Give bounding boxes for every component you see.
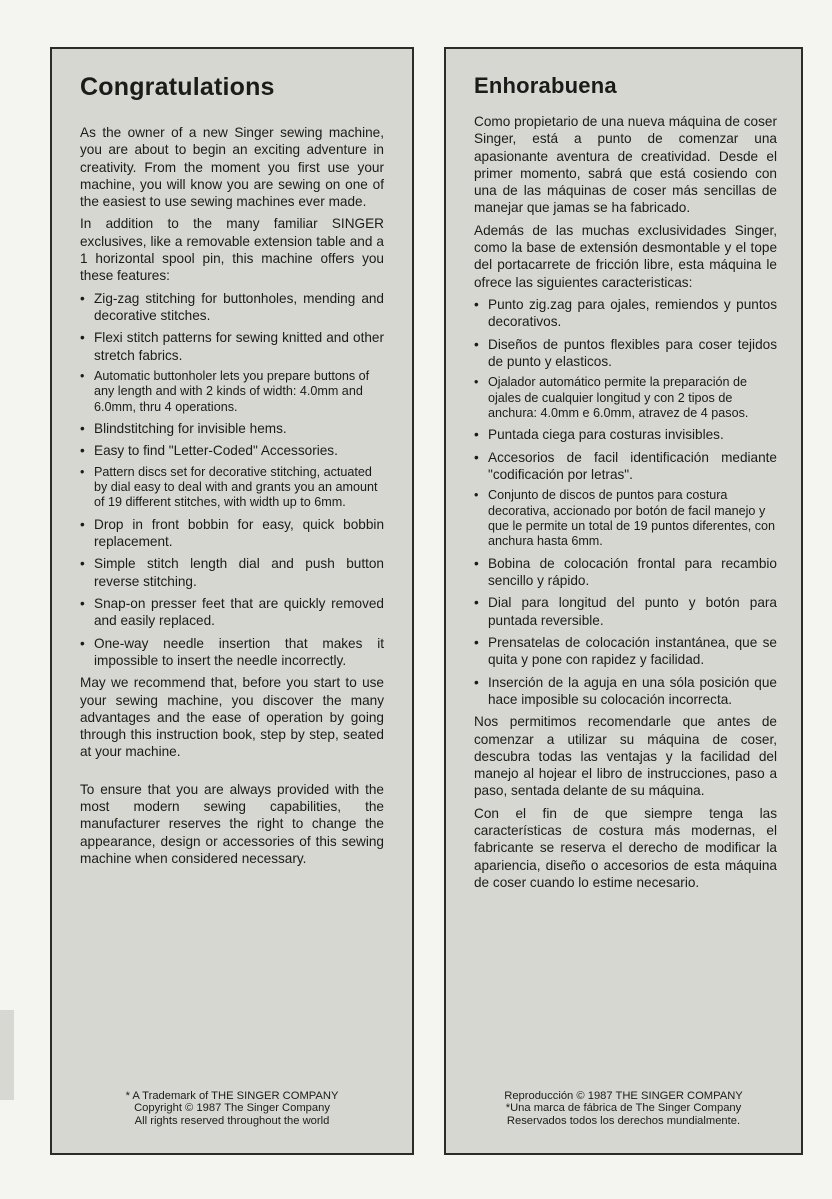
spanish-feature-item: • Ojalador automático permite la preparación de ojales de cualquier longitud y con 2 tipos de anchura: 4.0mm e 6.0mm, atravez de 4 pasos. <box>474 375 777 421</box>
english-features-intro: In addition to the many familiar SINGER exclusives, like a removable extension table and a 1 horizontal spool pin, this machine offers you these features: <box>80 216 384 284</box>
spanish-intro: Como propietario de una nueva máquina de coser Singer, está a punto de comenzar una apasionante aventura de creatividad. Desde el primer momento, sabrá que está cosiendo con una de las máquinas de coser más sencillas de manejar que jamas se ha fabricado. <box>474 114 777 216</box>
english-feature-item: • Blindstitching for invisible hems. <box>80 420 384 437</box>
spanish-feature-item: • Inserción de la aguja en una sóla posición que hace imposible su colocación incorrecta. <box>474 674 777 709</box>
spanish-footer-rights: Reservados todos los derechos mundialmente. <box>506 1114 741 1127</box>
page-edge-shadow <box>0 1010 14 1100</box>
english-feature-item: • Zig-zag stitching for buttonholes, mending and decorative stitches. <box>80 290 384 325</box>
spanish-features-intro: Además de las muchas exclusividades Singer, como la base de extensión desmontable y el tope del portacarrete de fricción libre, esta máquina le ofrece las siguientes caracteristicas: <box>474 222 777 290</box>
english-footer <box>52 1090 412 1128</box>
spanish-recommendation: Nos permitimos recomendarle que antes de comenzar a utilizar su máquina de coser, descubra todas las ventajas y la facilidad del manejo al hojear el libro de instrucciones, paso a paso, sentada delante de su máquina. <box>474 714 777 799</box>
spanish-body <box>474 113 777 891</box>
english-feature-item: • Simple stitch length dial and push button reverse stitching. <box>80 555 384 590</box>
spanish-feature-item: • Bobina de colocación frontal para recambio sencillo y rápido. <box>474 555 777 590</box>
spanish-title: Enhorabuena <box>474 73 617 98</box>
spanish-feature-item: • Diseños de puntos flexibles para coser tejidos de punto y elasticos. <box>474 336 777 371</box>
spanish-feature-item: • Dial para longitud del punto y botón para puntada reversible. <box>474 594 777 629</box>
spanish-closing: Con el fin de que siempre tenga las características de costura más modernas, el fabricante se reserva el derecho de modificar la apariencia, diseño o accesorios de esta máquina de coser cuando lo estime necesario. <box>474 805 777 890</box>
english-feature-item: • Drop in front bobbin for easy, quick bobbin replacement. <box>80 516 384 551</box>
english-footer-rights: All rights reserved throughout the world <box>134 1114 330 1127</box>
english-intro: As the owner of a new Singer sewing machine, you are about to begin an exciting adventure in creativity. From the moment you first use your machine, you will know you are sewing on one of the easiest to use sewing machines ever made. <box>80 125 384 210</box>
spanish-feature-item: • Puntada ciega para costuras invisibles. <box>474 426 777 443</box>
english-feature-item: • Automatic buttonholer lets you prepare buttons of any length and with 2 kinds of width: 4.0mm and 6.0mm, thru 4 operations. <box>80 369 384 415</box>
english-feature-item: • Pattern discs set for decorative stitching, actuated by dial easy to deal with and grants you an amount of 19 different stitches, with width up to 6mm. <box>80 465 384 511</box>
spanish-feature-list <box>474 296 777 708</box>
english-feature-item: • One-way needle insertion that makes it impossible to insert the needle incorrectly. <box>80 635 384 670</box>
spanish-feature-item: • Conjunto de discos de puntos para costura decorativa, accionado por botón de facil manejo y que le permite un total de 19 puntos diferentes, con anchura hasta 6mm. <box>474 488 777 550</box>
english-body <box>80 124 384 867</box>
english-feature-list <box>80 290 384 670</box>
spanish-feature-item: • Prensatelas de colocación instantánea, que se quita y pone con rapidez y facilidad. <box>474 634 777 669</box>
spanish-feature-item: • Punto zig.zag para ojales, remiendos y puntos decorativos. <box>474 296 777 331</box>
english-footer-copyright: Copyright © 1987 The Singer Company <box>134 1102 330 1114</box>
spanish-footer-trademark: *Una marca de fábrica de The Singer Company <box>505 1102 742 1114</box>
english-feature-item: • Flexi stitch patterns for sewing knitted and other stretch fabrics. <box>80 329 384 364</box>
english-recommendation: May we recommend that, before you start to use your sewing machine, you discover the many advantages and the ease of operation by going through this instruction book, step by step, seated at your machine. <box>80 675 384 760</box>
spanish-footer-reproduction: Reproducción © 1987 THE SINGER COMPANY <box>504 1089 743 1102</box>
english-closing: To ensure that you are always provided with the most modern sewing capabilities, the manufacturer reserves the right to change the appearance, design or accessories of this sewing machine when considered necessary. <box>80 781 384 866</box>
english-feature-item: • Easy to find "Letter-Coded" Accessories. <box>80 442 384 459</box>
english-panel <box>50 47 414 1155</box>
spanish-footer <box>446 1090 801 1128</box>
spanish-panel <box>444 47 803 1155</box>
english-footer-trademark: * A Trademark of THE SINGER COMPANY <box>125 1089 339 1102</box>
english-title: Congratulations <box>80 73 275 101</box>
spanish-feature-item: • Accesorios de facil identificación mediante "codificación por letras". <box>474 449 777 484</box>
english-feature-item: • Snap-on presser feet that are quickly removed and easily replaced. <box>80 595 384 630</box>
